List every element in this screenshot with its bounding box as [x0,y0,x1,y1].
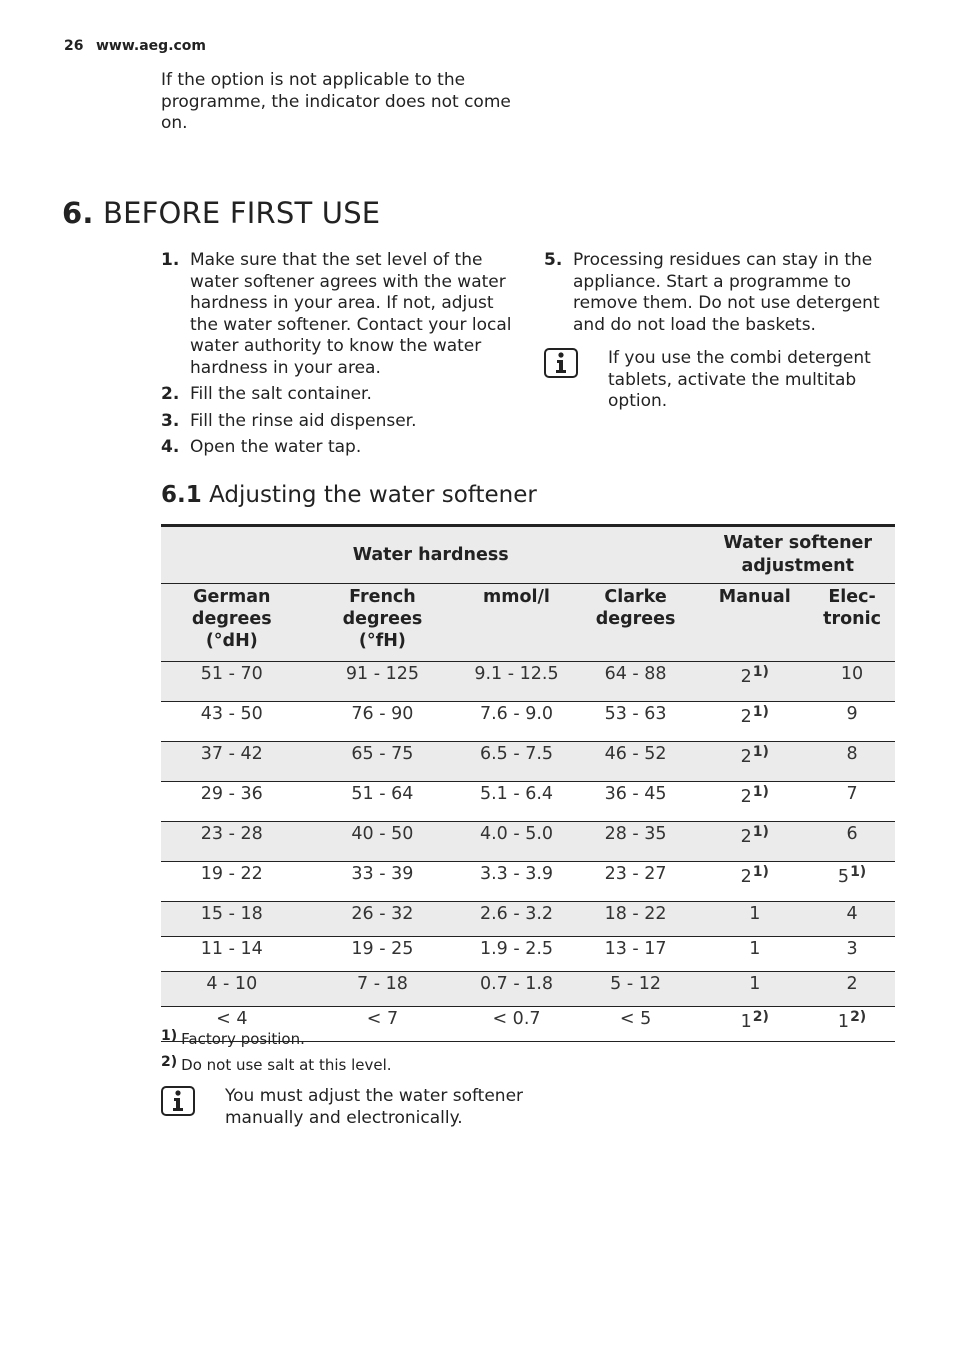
table-row [161,702,895,742]
cell-clarke: 64 - 88 [571,662,701,702]
info-note [544,348,894,413]
subsection-heading [161,482,537,508]
manual-value: 2 [740,787,752,807]
cell-manual [700,822,809,862]
step-number: 2. [161,384,180,404]
footnote-text: Do not use salt at this level. [181,1056,392,1074]
cell-german: 43 - 50 [161,702,303,742]
col-header-manual: Manual [700,584,809,662]
footnote-ref: 1) [752,664,769,680]
cell-french: 40 - 50 [303,822,463,862]
table-row [161,902,895,937]
section-heading [62,196,380,230]
table-row [161,822,895,862]
website-url: www.aeg.com [96,38,207,54]
electronic-value: 5 [837,867,850,887]
subsection-title: Adjusting the water softener [209,482,537,508]
cell-german: 4 - 10 [161,972,303,1007]
manual-value: 2 [740,867,752,887]
cell-electronic [809,782,895,822]
col-header-mmol: mmol/l [462,584,570,662]
cell-french: 33 - 39 [303,862,463,902]
step-text: Fill the salt container. [190,384,372,404]
cell-german: 19 - 22 [161,862,303,902]
cell-clarke: 5 - 12 [571,972,701,1007]
cell-electronic [809,702,895,742]
electronic-value: 6 [846,824,858,844]
cell-mmol: 6.5 - 7.5 [462,742,570,782]
cell-clarke: 53 - 63 [571,702,701,742]
cell-clarke: 13 - 17 [571,937,701,972]
footnote-ref: 1) [752,704,769,720]
table-row [161,782,895,822]
step-number: 4. [161,437,180,457]
cell-clarke: < 5 [571,1007,701,1042]
table-row [161,862,895,902]
cell-electronic [809,937,895,972]
cell-manual [700,972,809,1007]
step-item [544,250,894,336]
cell-mmol: 5.1 - 6.4 [462,782,570,822]
water-hardness-table [161,524,895,1042]
cell-manual [700,662,809,702]
footnote-ref: 1) [752,784,769,800]
page-number: 26 [64,38,84,54]
cell-manual [700,862,809,902]
step-item [161,250,521,379]
manual-value: 2 [740,707,752,727]
cell-mmol: 9.1 - 12.5 [462,662,570,702]
col-header-german: German degrees (°dH) [161,584,303,662]
manual-value: 1 [749,939,761,959]
electronic-value: 3 [846,939,858,959]
footnote-mark: 1) [161,1028,178,1044]
cell-electronic [809,742,895,782]
header-softener-adjustment: Water softener adjustment [700,526,895,584]
cell-german: 51 - 70 [161,662,303,702]
cell-manual [700,742,809,782]
intro-paragraph: If the option is not applicable to the programme, the indicator does not come on. [161,70,511,133]
section-title: BEFORE FIRST USE [103,196,381,230]
cell-mmol: < 0.7 [462,1007,570,1042]
info-note-text: If you use the combi detergent tablets, activate the multitab option. [608,348,871,411]
footnote-mark: 2) [161,1054,178,1070]
cell-electronic [809,862,895,902]
footnote-ref: 1) [752,744,769,760]
cell-mmol: 1.9 - 2.5 [462,937,570,972]
step-number: 3. [161,410,180,431]
manual-value: 2 [740,827,752,847]
cell-mmol: 4.0 - 5.0 [462,822,570,862]
info-note [161,1086,541,1129]
electronic-value: 2 [846,974,858,994]
info-icon [161,1086,195,1116]
cell-german: < 4 [161,1007,303,1042]
cell-clarke: 46 - 52 [571,742,701,782]
cell-electronic [809,972,895,1007]
section-number: 6. [62,196,94,230]
info-icon [544,348,578,378]
footnote-ref: 2) [850,1009,867,1025]
subsection-number: 6.1 [161,482,202,508]
cell-manual [700,1007,809,1042]
cell-german: 37 - 42 [161,742,303,782]
footnote-text: Factory position. [181,1030,305,1048]
steps-column-right [544,250,894,341]
cell-mmol: 7.6 - 9.0 [462,702,570,742]
step-text: Make sure that the set level of the water softener agrees with the water hardness in your area. If not, adjust the water softener. Contact your local water authority to know the water hardness in your area. [190,250,512,378]
footnote [161,1028,305,1048]
footnote-ref: 1) [752,824,769,840]
step-item [161,384,521,406]
cell-french: < 7 [303,1007,463,1042]
cell-electronic [809,822,895,862]
cell-electronic [809,662,895,702]
cell-clarke: 36 - 45 [571,782,701,822]
info-note-text: You must adjust the water softener manually and electronically. [225,1086,524,1128]
step-text: Open the water tap. [190,437,362,457]
cell-electronic [809,1007,895,1042]
manual-value: 2 [740,667,752,687]
cell-mmol: 2.6 - 3.2 [462,902,570,937]
cell-german: 15 - 18 [161,902,303,937]
step-item [161,437,521,459]
cell-french: 51 - 64 [303,782,463,822]
col-header-electronic: Elec-tronic [809,584,895,662]
cell-manual [700,937,809,972]
cell-manual [700,702,809,742]
cell-french: 76 - 90 [303,702,463,742]
electronic-value: 7 [846,784,858,804]
cell-french: 7 - 18 [303,972,463,1007]
cell-french: 19 - 25 [303,937,463,972]
cell-french: 65 - 75 [303,742,463,782]
col-header-french: French degrees (°fH) [303,584,463,662]
step-number: 5. [544,250,563,270]
electronic-value: 8 [846,744,858,764]
step-text: Processing residues can stay in the appliance. Start a programme to remove them. Do not use detergent and do not load the baskets. [573,250,880,335]
electronic-value: 4 [846,904,858,924]
electronic-value: 9 [846,704,858,724]
footnote-ref: 1) [850,864,867,880]
cell-german: 23 - 28 [161,822,303,862]
cell-mmol: 0.7 - 1.8 [462,972,570,1007]
manual-value: 1 [749,974,761,994]
step-number: 1. [161,250,180,270]
footnote-ref: 2) [752,1009,769,1025]
step-item [161,411,521,433]
cell-french: 26 - 32 [303,902,463,937]
footnote [161,1054,392,1074]
manual-value: 2 [740,747,752,767]
cell-mmol: 3.3 - 3.9 [462,862,570,902]
manual-value: 1 [749,904,761,924]
cell-clarke: 23 - 27 [571,862,701,902]
steps-column-left [161,250,521,464]
electronic-value: 10 [840,664,864,684]
cell-french: 91 - 125 [303,662,463,702]
manual-value: 1 [740,1012,752,1032]
cell-manual [700,902,809,937]
cell-german: 11 - 14 [161,937,303,972]
cell-german: 29 - 36 [161,782,303,822]
table-row [161,972,895,1007]
table-row [161,937,895,972]
step-text: Fill the rinse aid dispenser. [190,410,417,431]
electronic-value: 1 [837,1012,850,1032]
col-header-clarke: Clarke degrees [571,584,701,662]
table-row [161,662,895,702]
cell-clarke: 28 - 35 [571,822,701,862]
footnote-ref: 1) [752,864,769,880]
table-row [161,742,895,782]
cell-manual [700,782,809,822]
cell-electronic [809,902,895,937]
header-water-hardness: Water hardness [161,526,700,584]
cell-clarke: 18 - 22 [571,902,701,937]
